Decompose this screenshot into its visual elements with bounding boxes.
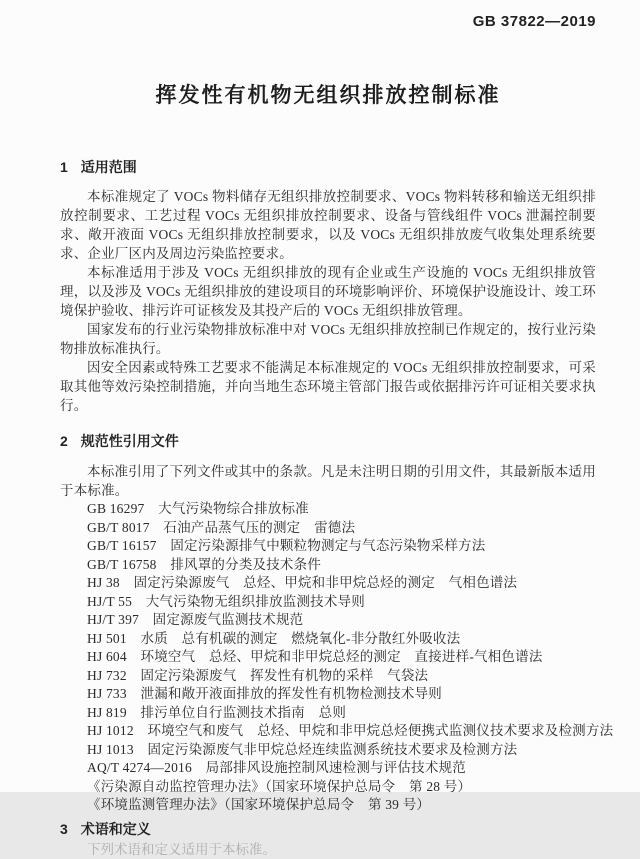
section-1-title: 适用范围 bbox=[80, 159, 137, 175]
reference-item: HJ 501 水质 总有机碳的测定 燃烧氧化-非分散红外吸收法 bbox=[87, 630, 461, 646]
section-2-title: 规范性引用文件 bbox=[80, 433, 179, 449]
reference-item: 《环境监测管理办法》（国家环境保护总局令 第 39 号） bbox=[87, 797, 431, 812]
section-1-heading bbox=[60, 158, 596, 176]
section-2-number: 2 bbox=[60, 433, 68, 449]
reference-item: HJ 1012 环境空气和废气 总烃、甲烷和非甲烷总烃便携式监测仪技术要求及检测方法 bbox=[87, 723, 614, 738]
reference-item: GB 16297 大气污染物综合排放标准 bbox=[87, 501, 309, 516]
references-intro: 本标准引用了下列文件或其中的条款。凡是未注明日期的引用文件，其最新版本适用于本标准。 bbox=[60, 464, 596, 498]
reference-item: 《污染源自动监控管理办法》（国家环境保护总局令 第 28 号） bbox=[87, 778, 472, 794]
section-1-number: 1 bbox=[60, 159, 68, 175]
paragraph: 因安全因素或特殊工艺要求不能满足本标准规定的 VOCs 无组织排放控制要求，可采取其他等效污染控制措施，并向当地生态环境主管部门报告或依据排污许可证相关要求执行。 bbox=[60, 360, 596, 413]
reference-list bbox=[60, 500, 614, 815]
paragraph: 国家发布的行业污染物排放标准中对 VOCs 无组织排放控制已作规定的，按行业污染物排放标准执行。 bbox=[60, 322, 596, 356]
reference-item: HJ 38 固定污染源废气 总烃、甲烷和非甲烷总烃的测定 气相色谱法 bbox=[87, 575, 518, 590]
document-title: 挥发性有机物无组织排放控制标准 bbox=[155, 84, 501, 107]
section-2-heading bbox=[60, 432, 596, 450]
reference-item: GB/T 8017 石油产品蒸气压的测定 雷德法 bbox=[87, 519, 356, 535]
reference-item: GB/T 16157 固定污染源排气中颗粒物测定与气态污染物采样方法 bbox=[87, 538, 486, 553]
section-3-heading bbox=[60, 820, 596, 838]
reference-item: HJ 604 环境空气 总烃、甲烷和非甲烷总烃的测定 直接进样-气相色谱法 bbox=[87, 649, 543, 664]
reference-item: HJ 733 泄漏和敞开液面排放的挥发性有机物检测技术导则 bbox=[87, 686, 442, 701]
section-3-title: 术语和定义 bbox=[80, 820, 151, 837]
reference-item: GB/T 16758 排风罩的分类及技术条件 bbox=[87, 556, 322, 572]
paragraph: 本标准适用于涉及 VOCs 无组织排放的现有企业或生产设施的 VOCs 无组织排放管理，以及涉及 VOCs 无组织排放的建设项目的环境影响评价、环境保护设施设计、竣工环境保护验收、排污许可证核发及其投产后的 VOCs 无组织排放管理。 bbox=[60, 265, 596, 318]
reference-item: AQ/T 4274—2016 局部排风设施控制风速检测与评估技术规范 bbox=[87, 760, 466, 775]
reference-item: HJ 819 排污单位自行监测技术指南 总则 bbox=[87, 704, 347, 720]
reference-item: HJ 1013 固定污染源废气非甲烷总烃连续监测系统技术要求及检测方法 bbox=[87, 741, 518, 757]
reference-item: HJ 732 固定污染源废气 挥发性有机物的采样 气袋法 bbox=[87, 667, 429, 683]
reference-item: HJ/T 55 大气污染物无组织排放监测技术导则 bbox=[87, 593, 365, 609]
section-3-number: 3 bbox=[60, 820, 68, 837]
reference-item: HJ/T 397 固定源废气监测技术规范 bbox=[87, 612, 304, 627]
paragraph: 本标准规定了 VOCs 物料储存无组织排放控制要求、VOCs 物料转移和输送无组织排放控制要求、工艺过程 VOCs 无组织排放控制要求、设备与管线组件 VOCs 泄漏控制要求、敞开液面 VOCs 无组织排放控制要求，以及 VOCs 无组织排放废气收集处理系统要求、企业厂区内及周边污染监控要求。 bbox=[60, 189, 596, 261]
standard-number: GB 37822—2019 bbox=[472, 13, 596, 30]
clipped-bottom-text: 下列术语和定义适用于本标准。 bbox=[87, 841, 276, 857]
